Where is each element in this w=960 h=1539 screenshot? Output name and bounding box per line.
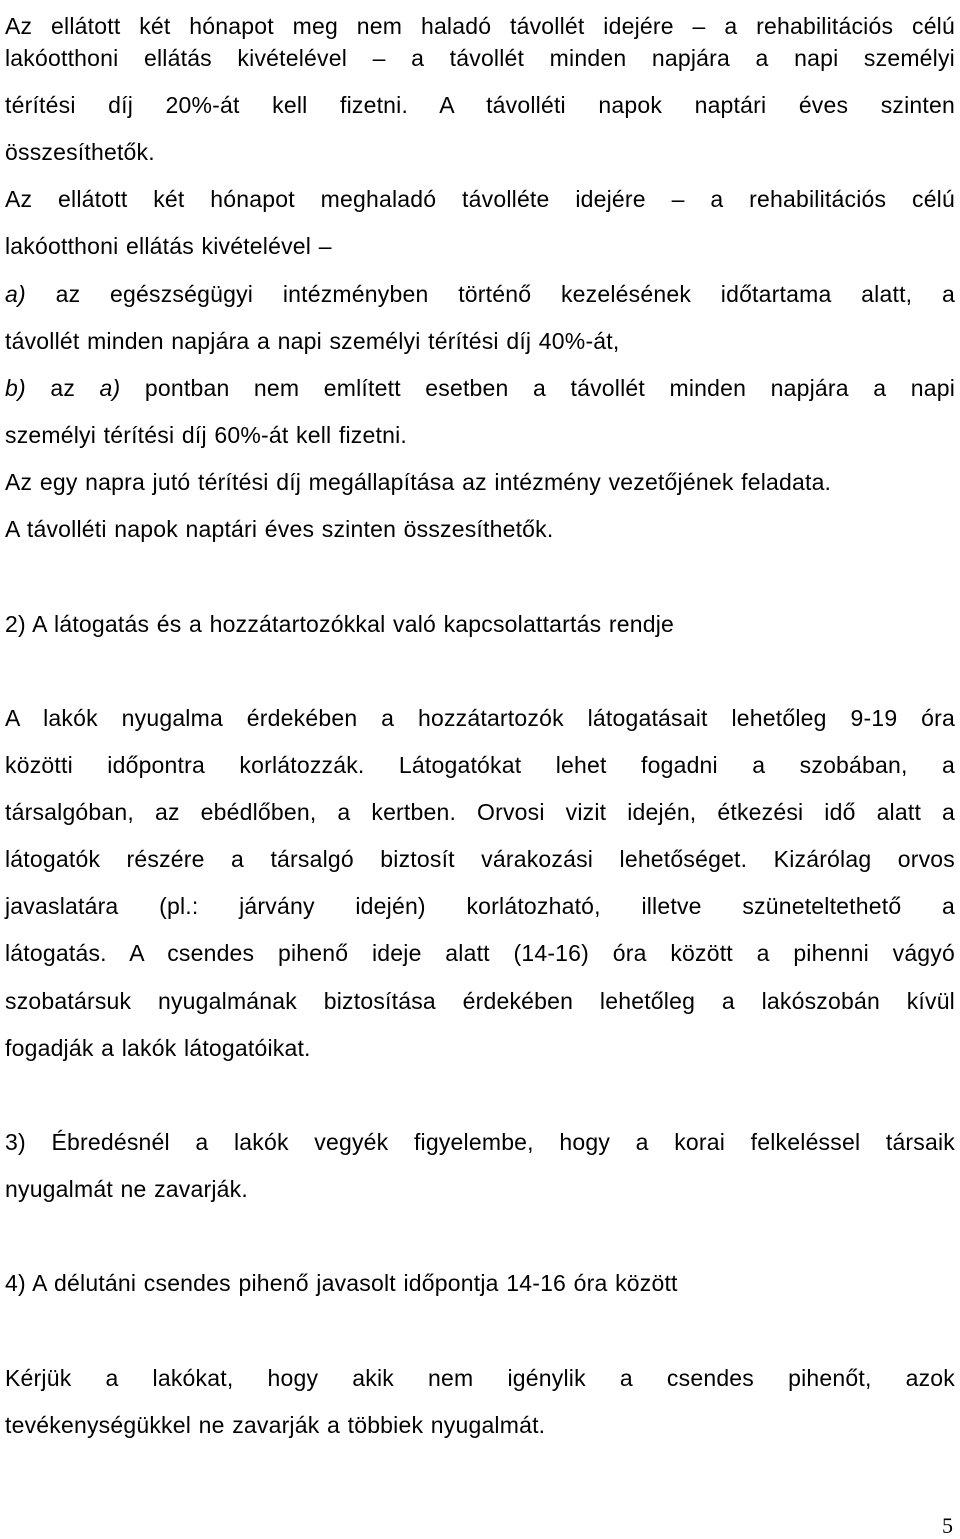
- text-line: javaslatára (pl.: járvány idején) korlátozható, illetve szüneteltethető a: [5, 893, 955, 919]
- text-line: szobatársuk nyugalmának biztosítása érdekében lehetőleg a lakószobán kívül: [5, 988, 955, 1014]
- page-number: 5: [942, 1513, 954, 1538]
- section-3-text: 3) Ébredésnél a lakók vegyék figyelembe, hogy a korai felkeléssel társaik: [5, 1129, 955, 1155]
- text-line: tevékenységükkel ne zavarják a többiek nyugalmát.: [5, 1412, 546, 1438]
- text-line: A lakók nyugalma érdekében a hozzátartozók látogatásait lehetőleg 9-19 óra: [5, 705, 955, 731]
- text-line: látogatás. A csendes pihenő ideje alatt (14-16) óra között a pihenni vágyó: [5, 940, 955, 966]
- item-marker: a): [5, 281, 26, 307]
- text-line: Az egy napra jutó térítési díj megállapítása az intézmény vezetőjének feladata.: [5, 469, 832, 495]
- item-marker: b): [5, 375, 26, 401]
- text-line: közötti időpontra korlátozzák. Látogatókat lehet fogadni a szobában, a: [5, 752, 955, 778]
- text-line: térítési díj 20%-át kell fizetni. A távolléti napok naptári éves szinten: [5, 92, 955, 118]
- text-line: lakóotthoni ellátás kivételével – a távollét minden napjára a napi személyi: [5, 45, 955, 71]
- list-item-b: b) az a) pontban nem említett esetben a távollét minden napjára a napi: [5, 375, 956, 401]
- text-line: Kérjük a lakókat, hogy akik nem igénylik a csendes pihenőt, azok: [5, 1365, 955, 1391]
- list-item-a: a) az egészségügyi intézményben történő kezelésének időtartama alatt, a: [5, 281, 955, 307]
- text-line: A távolléti napok naptári éves szinten összesíthetők.: [5, 516, 554, 542]
- section-4-text: 4) A délutáni csendes pihenő javasolt időpontja 14-16 óra között: [5, 1270, 678, 1296]
- document-page: [5, 0, 955, 1537]
- item-reference: a): [99, 375, 121, 401]
- text-line: lakóotthoni ellátás kivételével –: [5, 233, 332, 259]
- text-line: személyi térítési díj 60%-át kell fizetni.: [5, 422, 407, 448]
- text-line: látogatók részére a társalgó biztosít várakozási lehetőséget. Kizárólag orvos: [5, 846, 955, 872]
- section-heading: 2) A látogatás és a hozzátartozókkal való kapcsolattartás rendje: [5, 611, 675, 637]
- text-line: távollét minden napjára a napi személyi térítési díj 40%-át,: [5, 328, 620, 354]
- text-line: társalgóban, az ebédlőben, a kertben. Orvosi vizit idején, étkezési idő alatt a: [5, 799, 955, 825]
- text-line: Az ellátott két hónapot meg nem haladó távollét idejére – a rehabilitációs célú: [5, 13, 955, 39]
- text-line: nyugalmát ne zavarják.: [5, 1176, 248, 1202]
- text-line: fogadják a lakók látogatóikat.: [5, 1035, 311, 1061]
- text-line: összesíthetők.: [5, 139, 155, 165]
- text-line: Az ellátott két hónapot meghaladó távolléte idejére – a rehabilitációs célú: [5, 186, 955, 212]
